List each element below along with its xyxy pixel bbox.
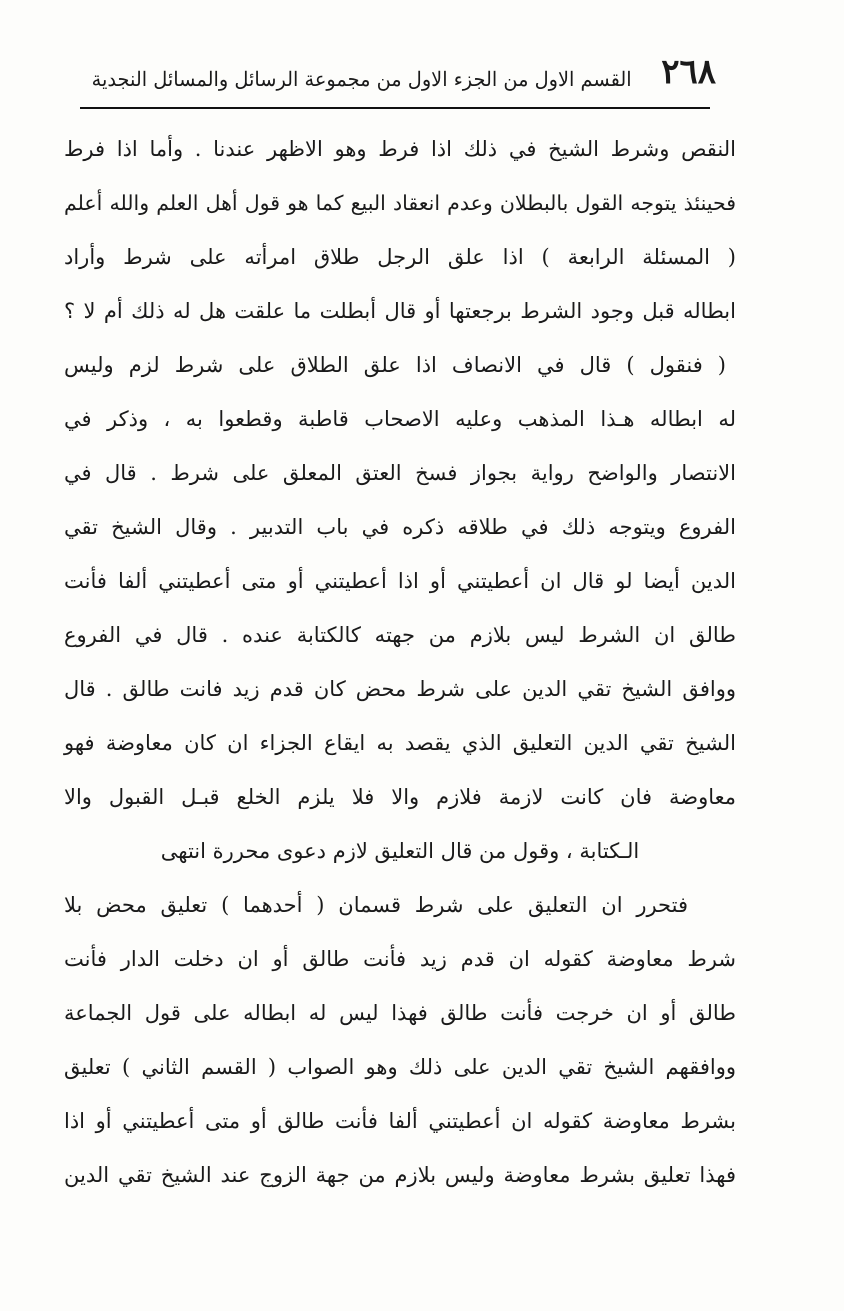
header-divider <box>80 107 710 109</box>
running-title: القسم الاول من الجزء الاول من مجموعة الرسائل والمسائل النجدية <box>92 67 632 91</box>
text-line: شرط معاوضة كقوله ان قدم زيد فأنت طالق أو ان دخلت الدار فأنت <box>64 947 736 971</box>
text-line: ووافق الشيخ تقي الدين على شرط محض كان قدم زيد فانت طالق . قال <box>64 677 736 701</box>
text-line: ابطاله قبل وجود الشرط برجعتها أو قال أبطلت ما علقت هل له ذلك أم لا ؟ <box>64 299 736 323</box>
text-line: له ابطاله هـذا المذهب وعليه الاصحاب قاطبة وقطعوا به ، وذكر في <box>64 407 736 431</box>
text-line: النقص وشرط الشيخ في ذلك اذا فرط وهو الاظهر عندنا . وأما اذا فرط <box>64 137 736 161</box>
text-line: فهذا تعليق بشرط معاوضة وليس بلازم من جهة الزوج عند الشيخ تقي الدين <box>64 1163 736 1187</box>
page-header <box>88 52 716 106</box>
text-line: الدين أيضا لو قال ان أعطيتني أو اذا أعطيتني أو متى أعطيتني ألفا فأنت <box>64 569 736 593</box>
text-line: فحينئذ يتوجه القول بالبطلان وعدم انعقاد البيع كما هو قول أهل العلم والله أعلم <box>64 191 736 215</box>
page-number: ٢٦٨ <box>661 52 716 92</box>
text-line: بشرط معاوضة كقوله ان أعطيتني ألفا فأنت طالق أو متى أعطيتني أو اذا <box>64 1109 736 1133</box>
text-line: طالق ان الشرط ليس بلازم من جهته كالكتابة عنده . قال في الفروع <box>64 623 736 647</box>
text-line: ( فنقول ) قال في الانصاف اذا علق الطلاق على شرط لزم وليس <box>64 353 726 377</box>
text-line: الانتصار والواضح رواية بجواز فسخ العتق المعلق على شرط . قال في <box>64 461 736 485</box>
text-line: ووافقهم الشيخ تقي الدين على ذلك وهو الصواب ( القسم الثاني ) تعليق <box>64 1055 736 1079</box>
text-line: طالق أو ان خرجت فأنت طالق فهذا ليس له ابطاله على قول الجماعة <box>64 1001 736 1025</box>
text-line: الـكتابة ، وقول من قال التعليق لازم دعوى محررة انتهى <box>160 839 640 863</box>
body-text <box>64 122 736 1202</box>
text-line: ( المسئلة الرابعة ) اذا علق الرجل طلاق امرأته على شرط وأراد <box>64 245 736 269</box>
text-line: فتحرر ان التعليق على شرط قسمان ( أحدهما ) تعليق محض بلا <box>64 893 688 917</box>
text-line: معاوضة فان كانت لازمة فلازم والا فلا يلزم الخلع قبـل القبول والا <box>64 785 736 809</box>
text-line: الفروع ويتوجه ذلك في طلاقه ذكره في باب التدبير . وقال الشيخ تقي <box>64 515 736 539</box>
text-line: الشيخ تقي الدين التعليق الذي يقصد به ايقاع الجزاء ان كان معاوضة فهو <box>64 731 736 755</box>
